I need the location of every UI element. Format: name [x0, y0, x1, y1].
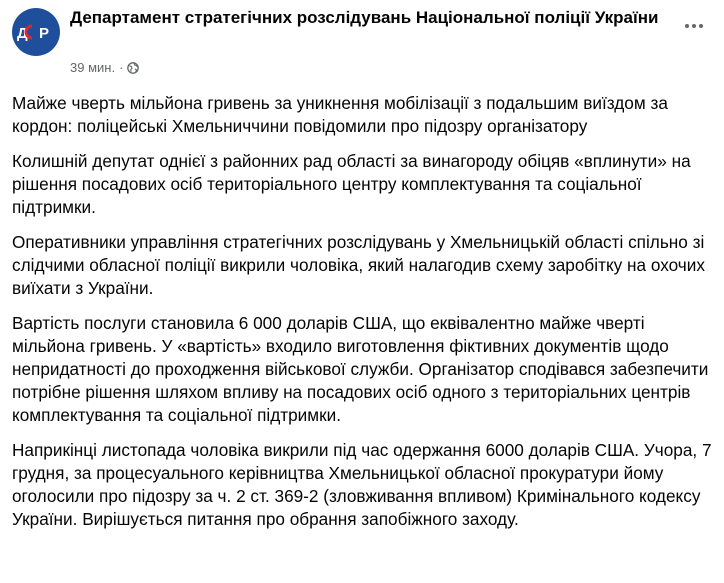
post-timestamp[interactable]: 39 мин. [70, 60, 116, 75]
post-header [12, 6, 712, 78]
page-avatar[interactable] [12, 8, 60, 56]
post-content [12, 92, 712, 543]
svg-text:Д: Д [17, 25, 28, 42]
more-options-button[interactable] [676, 8, 712, 44]
page-name-link[interactable]: Департамент стратегічних розслідувань Національної поліції України [70, 8, 659, 27]
post-paragraph: Наприкінці листопада чоловіка викрили під час одержання 6000 доларів США. Учора, 7 грудня, за процесуального керівництва Хмельницької обласної прокуратури йому оголосили про підозру за ч. 2 ст. 369-2 (зловживання впливом) Кримінального кодексу України. Вирішується питання про обрання запобіжного заходу. [12, 440, 712, 529]
meta-separator: · [119, 60, 124, 75]
globe-icon[interactable] [127, 62, 139, 74]
dsr-logo-icon [16, 22, 56, 42]
more-options-icon [685, 24, 689, 28]
post-meta [70, 60, 139, 76]
post-paragraph: Вартість послуги становила 6 000 доларів США, що еквівалентно майже чверті мільйона гривень. У «вартість» входило виготовлення фіктивних документів щодо непридатності до проходження військової служби. Організатор сподівався забезпечити потрібне рішення шляхом впливу на посадових осіб одного з територіальних центрів комплектування та соціальної підтримки. [12, 313, 709, 425]
post-paragraph: Колишній депутат однієї з районних рад області за винагороду обіцяв «вплинути» на рішення посадових осіб територіального центру комплектування та соціальної підтримки. [12, 151, 691, 217]
post-paragraph-headline: Майже чверть мільйона гривень за уникнення мобілізації з подальшим виїздом за кордон: поліцейські Хмельниччини повідомили про підозру організатору [12, 93, 668, 136]
post-paragraph: Оперативники управління стратегічних розслідувань у Хмельницькій області спільно зі слідчими обласної поліції викрили чоловіка, який налагодив схему заробітку на охочих виїхати з України. [12, 232, 705, 298]
svg-text:Р: Р [39, 25, 50, 42]
